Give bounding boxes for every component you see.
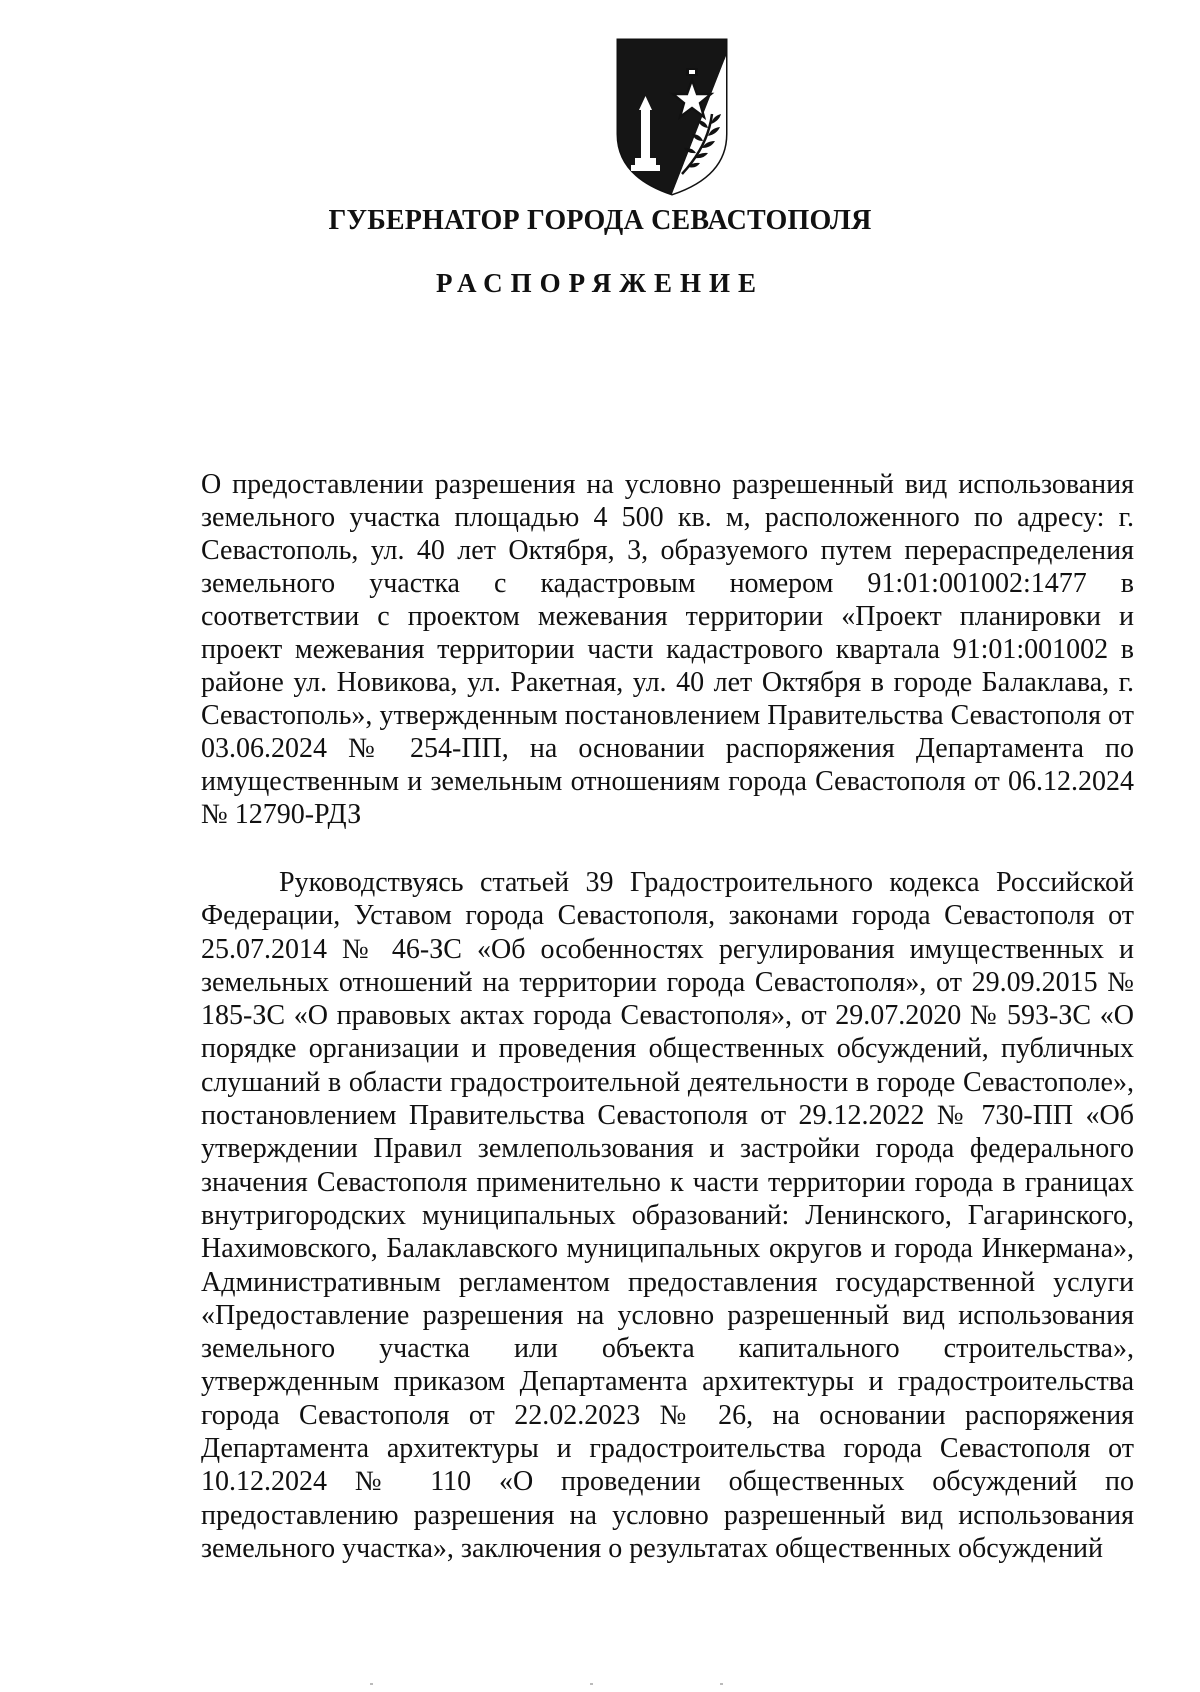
document-body-paragraph: Руководствуясь статьей 39 Градостроительного кодекса Российской Федерации, Уставом города Севастополя, законами города Севастополя от 25.07.2014 № 46-ЗС «Об особенностях регулирования имущественных и земельных отношений на территории города Севастополя», от 29.09.2015 № 185-ЗС «О правовых актах города Севастополя», от 29.07.2020 № 593-ЗС «О порядке организации и проведения общественных обсуждений, публичных слушаний в области градостроительной деятельности в городе Севастополе», постановлением Правительства Севастополя от 29.12.2022 № 730-ПП «Об утверждении Правил землепользования и застройки города федерального значения Севастополя применительно к части территории города в границах внутригородских муниципальных образований: Ленинского, Гагаринского, Нахимовского, Балаклавского муниципальных округов и города Инкермана», Административным регламентом предоставления государственной услуги «Предоставление разрешения на условно разрешенный вид использования земельного участка или объекта капитального строительства», утвержденным приказом Департамента архитектуры и градостроительства города Севастополя от 22.02.2023 № 26, на основании распоряжения Департамента архитектуры и градостроительства города Севастополя от 10.12.2024 № 110 «О проведении общественных обсуждений по предоставлению разрешения на условно разрешенный вид использования земельного участка», заключения о результатах общественных обсуждений [201, 867, 1134, 1564]
sevastopol-coat-of-arms-icon [612, 36, 732, 198]
scan-artifact-dots [300, 1682, 1000, 1686]
issuer-heading: ГУБЕРНАТОР ГОРОДА СЕВАСТОПОЛЯ [328, 205, 872, 236]
document-subject: О предоставлении разрешения на условно разрешенный вид использования земельного участка площадью 4 500 кв. м, расположенного по адресу: г. Севастополь, ул. 40 лет Октября, 3, образуемого путем перераспределения земельного участка с кадастровым номером 91:01:001002:1477 в соответствии с проектом межевания территории «Проект планировки и проект межевания территории части кадастрового квартала 91:01:001002 в районе ул. Новикова, ул. Ракетная, ул. 40 лет Октября в городе Балаклава, г. Севастополь», утвержденным постановлением Правительства Севастополя от 03.06.2024 № 254-ПП, на основании распоряжения Департамента по имущественным и земельным отношениям города Севастополя от 06.12.2024 № 12790-РДЗ [201, 469, 1134, 830]
document-type-heading: РАСПОРЯЖЕНИЕ [435, 268, 765, 298]
